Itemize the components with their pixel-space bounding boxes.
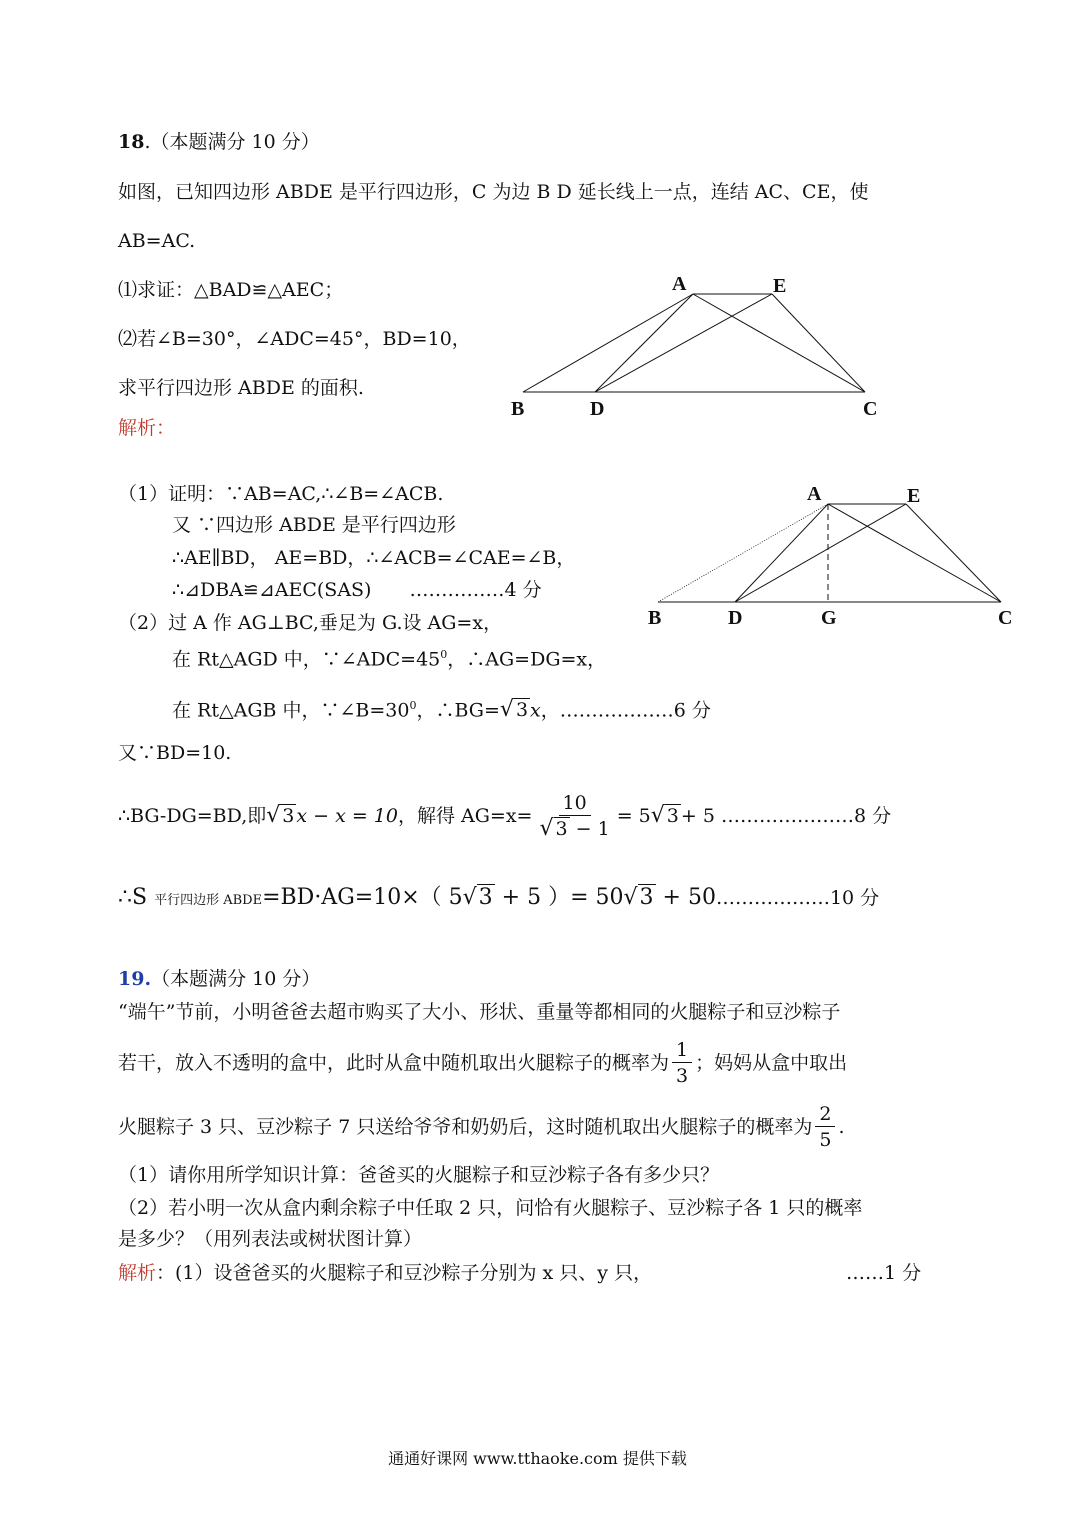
q19-line1: “端午”节前，小明爸爸去超市购买了大小、形状、重量等都相同的火腿粽子和豆沙粽子 xyxy=(118,1001,841,1023)
q19-analysis: 解析：(1）设爸爸买的火腿粽子和豆沙粽子分别为 x 只、y 只， xyxy=(118,1262,653,1284)
q18-sol-s8: 又∵BD=10. xyxy=(118,742,232,764)
fig1-label-d: D xyxy=(590,398,605,420)
fig2-label-g: G xyxy=(821,607,837,629)
fig2-label-b: B xyxy=(648,607,662,629)
q18-sol-s1: （1）证明：∵AB=AC,∴∠B=∠ACB. xyxy=(118,483,444,505)
q18-sol-s6: 在 Rt△AGD 中，$\because\angle ADC=45^0$，∴AG=DG=x， xyxy=(172,648,607,671)
fig1-label-e: E xyxy=(773,275,787,297)
q18-sol-s2: 又 ∵四边形 ABDE 是平行四边形 xyxy=(172,514,456,536)
q19-line4: （1）请你用所学知识计算：爸爸买的火腿粽子和豆沙粽子各有多少只？ xyxy=(118,1164,720,1186)
q19-score: ……1 分 xyxy=(846,1262,922,1284)
q18-figure-1 xyxy=(500,265,900,425)
q18-line2: AB=AC. xyxy=(118,230,196,252)
fraction-2-5: $\frac{2}{5}$ xyxy=(815,1102,835,1153)
q18-analysis-label: 解析： xyxy=(118,417,176,439)
q18-points: .（本题满分 10 分） xyxy=(144,131,320,153)
fig2-label-c: C xyxy=(998,607,1013,629)
q19-number: 19. xyxy=(118,968,152,990)
fig1-label-b: B xyxy=(511,398,525,420)
q18-header xyxy=(118,130,320,154)
q19-line3: 火腿粽子 3 只、豆沙粽子 7 只送给爷爷和奶奶后，这时随机取出火腿粽子的概率为 $\frac{2}{5}$ . xyxy=(118,1102,845,1151)
q18-sol-s4: ∴⊿DBA≌⊿AEC(SAS) ……………4 分 xyxy=(172,579,542,601)
q19-analysis-label: 解析 xyxy=(118,1262,157,1284)
fig1-label-c: C xyxy=(863,398,878,420)
fraction-1-3: $\frac{1}{3}$ xyxy=(672,1038,692,1089)
q18-part2: ⑵若∠B=30°，∠ADC=45°，BD=10， xyxy=(118,328,471,350)
q18-number: 18 xyxy=(118,131,145,153)
q18-sol-s5: （2）过 A 作 AG⊥BC,垂足为 G.设 AG=x， xyxy=(118,612,503,634)
fig1-label-a: A xyxy=(672,273,687,295)
q18-sol-s9: ∴BG-DG=BD,即 √ 3 x − x = 10 ，解得 AG=x= $\frac{10}{√ 3 - 1}$ = 5 √ 3 + 5 …………………8 分 xyxy=(118,791,892,841)
q18-sol-s10: ∴S 平行四边形 ABDE=BD·AG=10×（ 5√3 + 5 ）= 50√3 + 50………………10 分 xyxy=(118,885,880,910)
q19-header xyxy=(118,967,320,991)
q18-line1: 如图，已知四边形 ABDE 是平行四边形，C 为边 B D 延长线上一点，连结 AC、CE，使 xyxy=(118,181,869,203)
fig2-label-a: A xyxy=(807,483,822,505)
q18-sol-s7: 在 Rt△AGB 中，$\because\angle B=30^0$，∴BG=√ 3 x，………………6 分 xyxy=(172,697,711,723)
q19-line6: 是多少？（用列表法或树状图计算） xyxy=(118,1228,423,1250)
q19-line5: （2）若小明一次从盒内剩余粽子中任取 2 只，问恰有火腿粽子、豆沙粽子各 1 只的概率 xyxy=(118,1197,863,1219)
q18-part1: ⑴求证：△BAD≌△AEC； xyxy=(118,279,344,301)
fig2-label-d: D xyxy=(728,607,743,629)
q19-points: （本题满分 10 分） xyxy=(151,968,321,990)
fraction-10-over-sqrt3-minus-1: $\frac{10}{√ 3 - 1}$ xyxy=(539,791,610,841)
footer-credit: 通通好课网 www.tthaoke.com 提供下载 xyxy=(388,1449,687,1468)
q19-line2: 若干，放入不透明的盒中，此时从盒中随机取出火腿粽子的概率为 $\frac{1}{3}$ ；妈妈从盒中取出 xyxy=(118,1038,848,1087)
sqrt-3: √ 3 xyxy=(499,697,529,723)
fig2-label-e: E xyxy=(907,485,921,507)
q18-figure-2 xyxy=(640,478,1030,638)
q18-sol-s3: ∴AE∥BD， AE=BD，∴∠ACB=∠CAE=∠B， xyxy=(172,547,576,569)
q18-part2b: 求平行四边形 ABDE 的面积. xyxy=(118,377,364,399)
